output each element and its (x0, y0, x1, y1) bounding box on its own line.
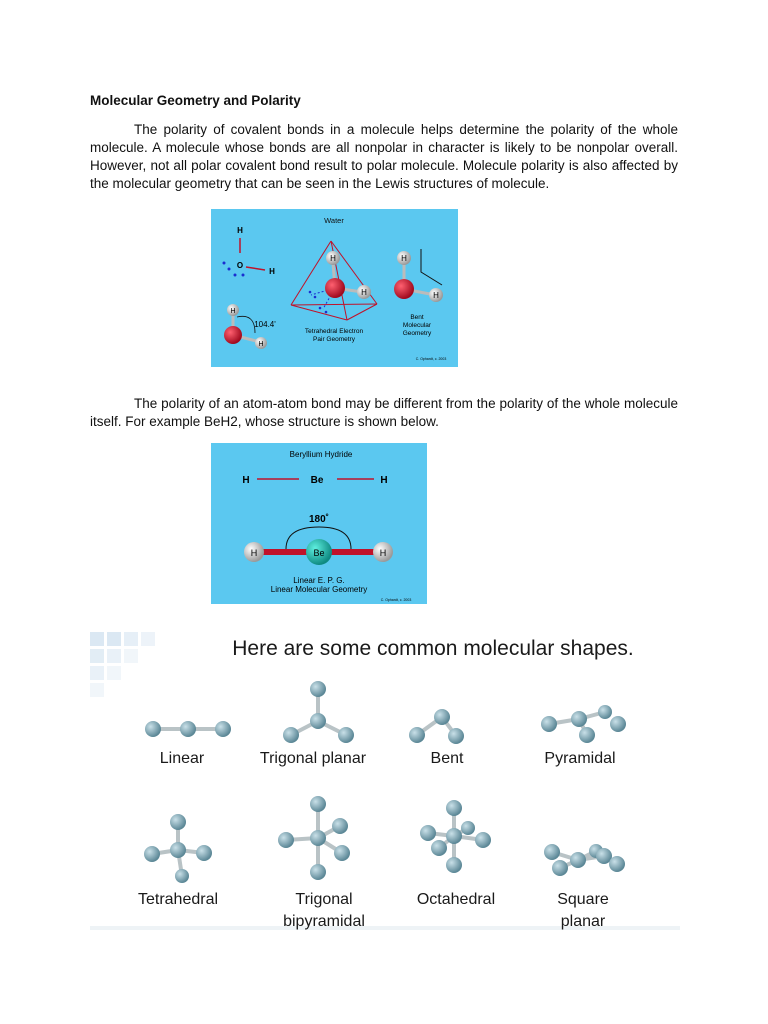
label-trigonal-planar: Trigonal planar (259, 750, 367, 767)
paragraph-1 (90, 121, 678, 193)
svg-text:Be: Be (313, 548, 325, 558)
svg-text:H: H (230, 308, 236, 315)
label-trigonal-bipyramidal-1: Trigonal (295, 891, 353, 908)
mg-label-line-2: Molecular (402, 322, 432, 329)
label-tetrahedral: Tetrahedral (137, 891, 219, 908)
svg-text:H: H (258, 341, 264, 348)
svg-text:H: H (361, 288, 367, 297)
label-square-planar-1: Square (557, 891, 609, 908)
lewis-h-right: H (269, 267, 275, 276)
mg-label-line-3: Geometry (402, 330, 432, 337)
svg-text:H: H (433, 291, 439, 300)
label-trigonal-bipyramidal-2: bipyramidal (283, 913, 365, 930)
beh2-title: Beryllium Hydride (289, 450, 353, 459)
paragraph-1-text: The polarity of covalent bonds in a molecule helps determine the polarity of the whole molecule. A molecule whose bonds are all nonpolar in character is likely to be nonpolar overall. However, not all polar covalent bond result to polar molecule. Molecule polarity is also affected by the molecular geometry that can be seen in the Lewis structures of molecule. (90, 122, 678, 191)
label-linear: Linear (159, 750, 205, 767)
svg-text:H: H (330, 254, 336, 263)
svg-text:H: H (250, 548, 258, 558)
lewis-be: Be (310, 475, 324, 486)
copyright-note: C. Ophardt, c. 2003 (380, 598, 412, 602)
oxygen-atom (325, 278, 345, 298)
beh2-label-line-1: Linear E. P. G. (293, 576, 345, 585)
label-pyramidal: Pyramidal (544, 750, 616, 767)
svg-text:H: H (401, 254, 407, 263)
paragraph-2 (90, 395, 678, 431)
oxygen-atom (394, 279, 414, 299)
label-square-planar-2: planar (560, 913, 606, 930)
beh2-label-line-2: Linear Molecular Geometry (270, 585, 368, 594)
label-bent: Bent (430, 750, 464, 767)
bond-angle-label: 104.4' (254, 320, 276, 329)
epg-label-line-2: Pair Geometry (313, 336, 355, 343)
mg-label-line-1: Bent (410, 314, 424, 321)
water-geometry-figure (211, 209, 458, 367)
document-heading: Molecular Geometry and Polarity (90, 93, 301, 108)
lewis-h-right: H (380, 475, 388, 486)
oxygen-atom (224, 326, 242, 344)
beryllium-hydride-figure (211, 443, 427, 604)
lewis-h-left: H (242, 475, 250, 486)
label-octahedral: Octahedral (416, 891, 496, 908)
water-title: Water (324, 216, 344, 225)
shapes-title: Here are some common molecular shapes. (232, 637, 634, 660)
copyright-note: C. Ophardt, c. 2003 (415, 357, 447, 361)
lewis-o: O (236, 261, 244, 270)
lewis-h-top: H (237, 226, 243, 235)
svg-text:H: H (379, 548, 387, 558)
bond-angle-180: 180˚ (308, 514, 330, 525)
paragraph-2-text: The polarity of an atom-atom bond may be different from the polarity of the whole molecule itself. For example BeH2, whose structure is shown below. (90, 396, 678, 429)
epg-label-line-1: Tetrahedral Electron (304, 328, 364, 335)
molecular-shapes-figure (90, 628, 680, 932)
